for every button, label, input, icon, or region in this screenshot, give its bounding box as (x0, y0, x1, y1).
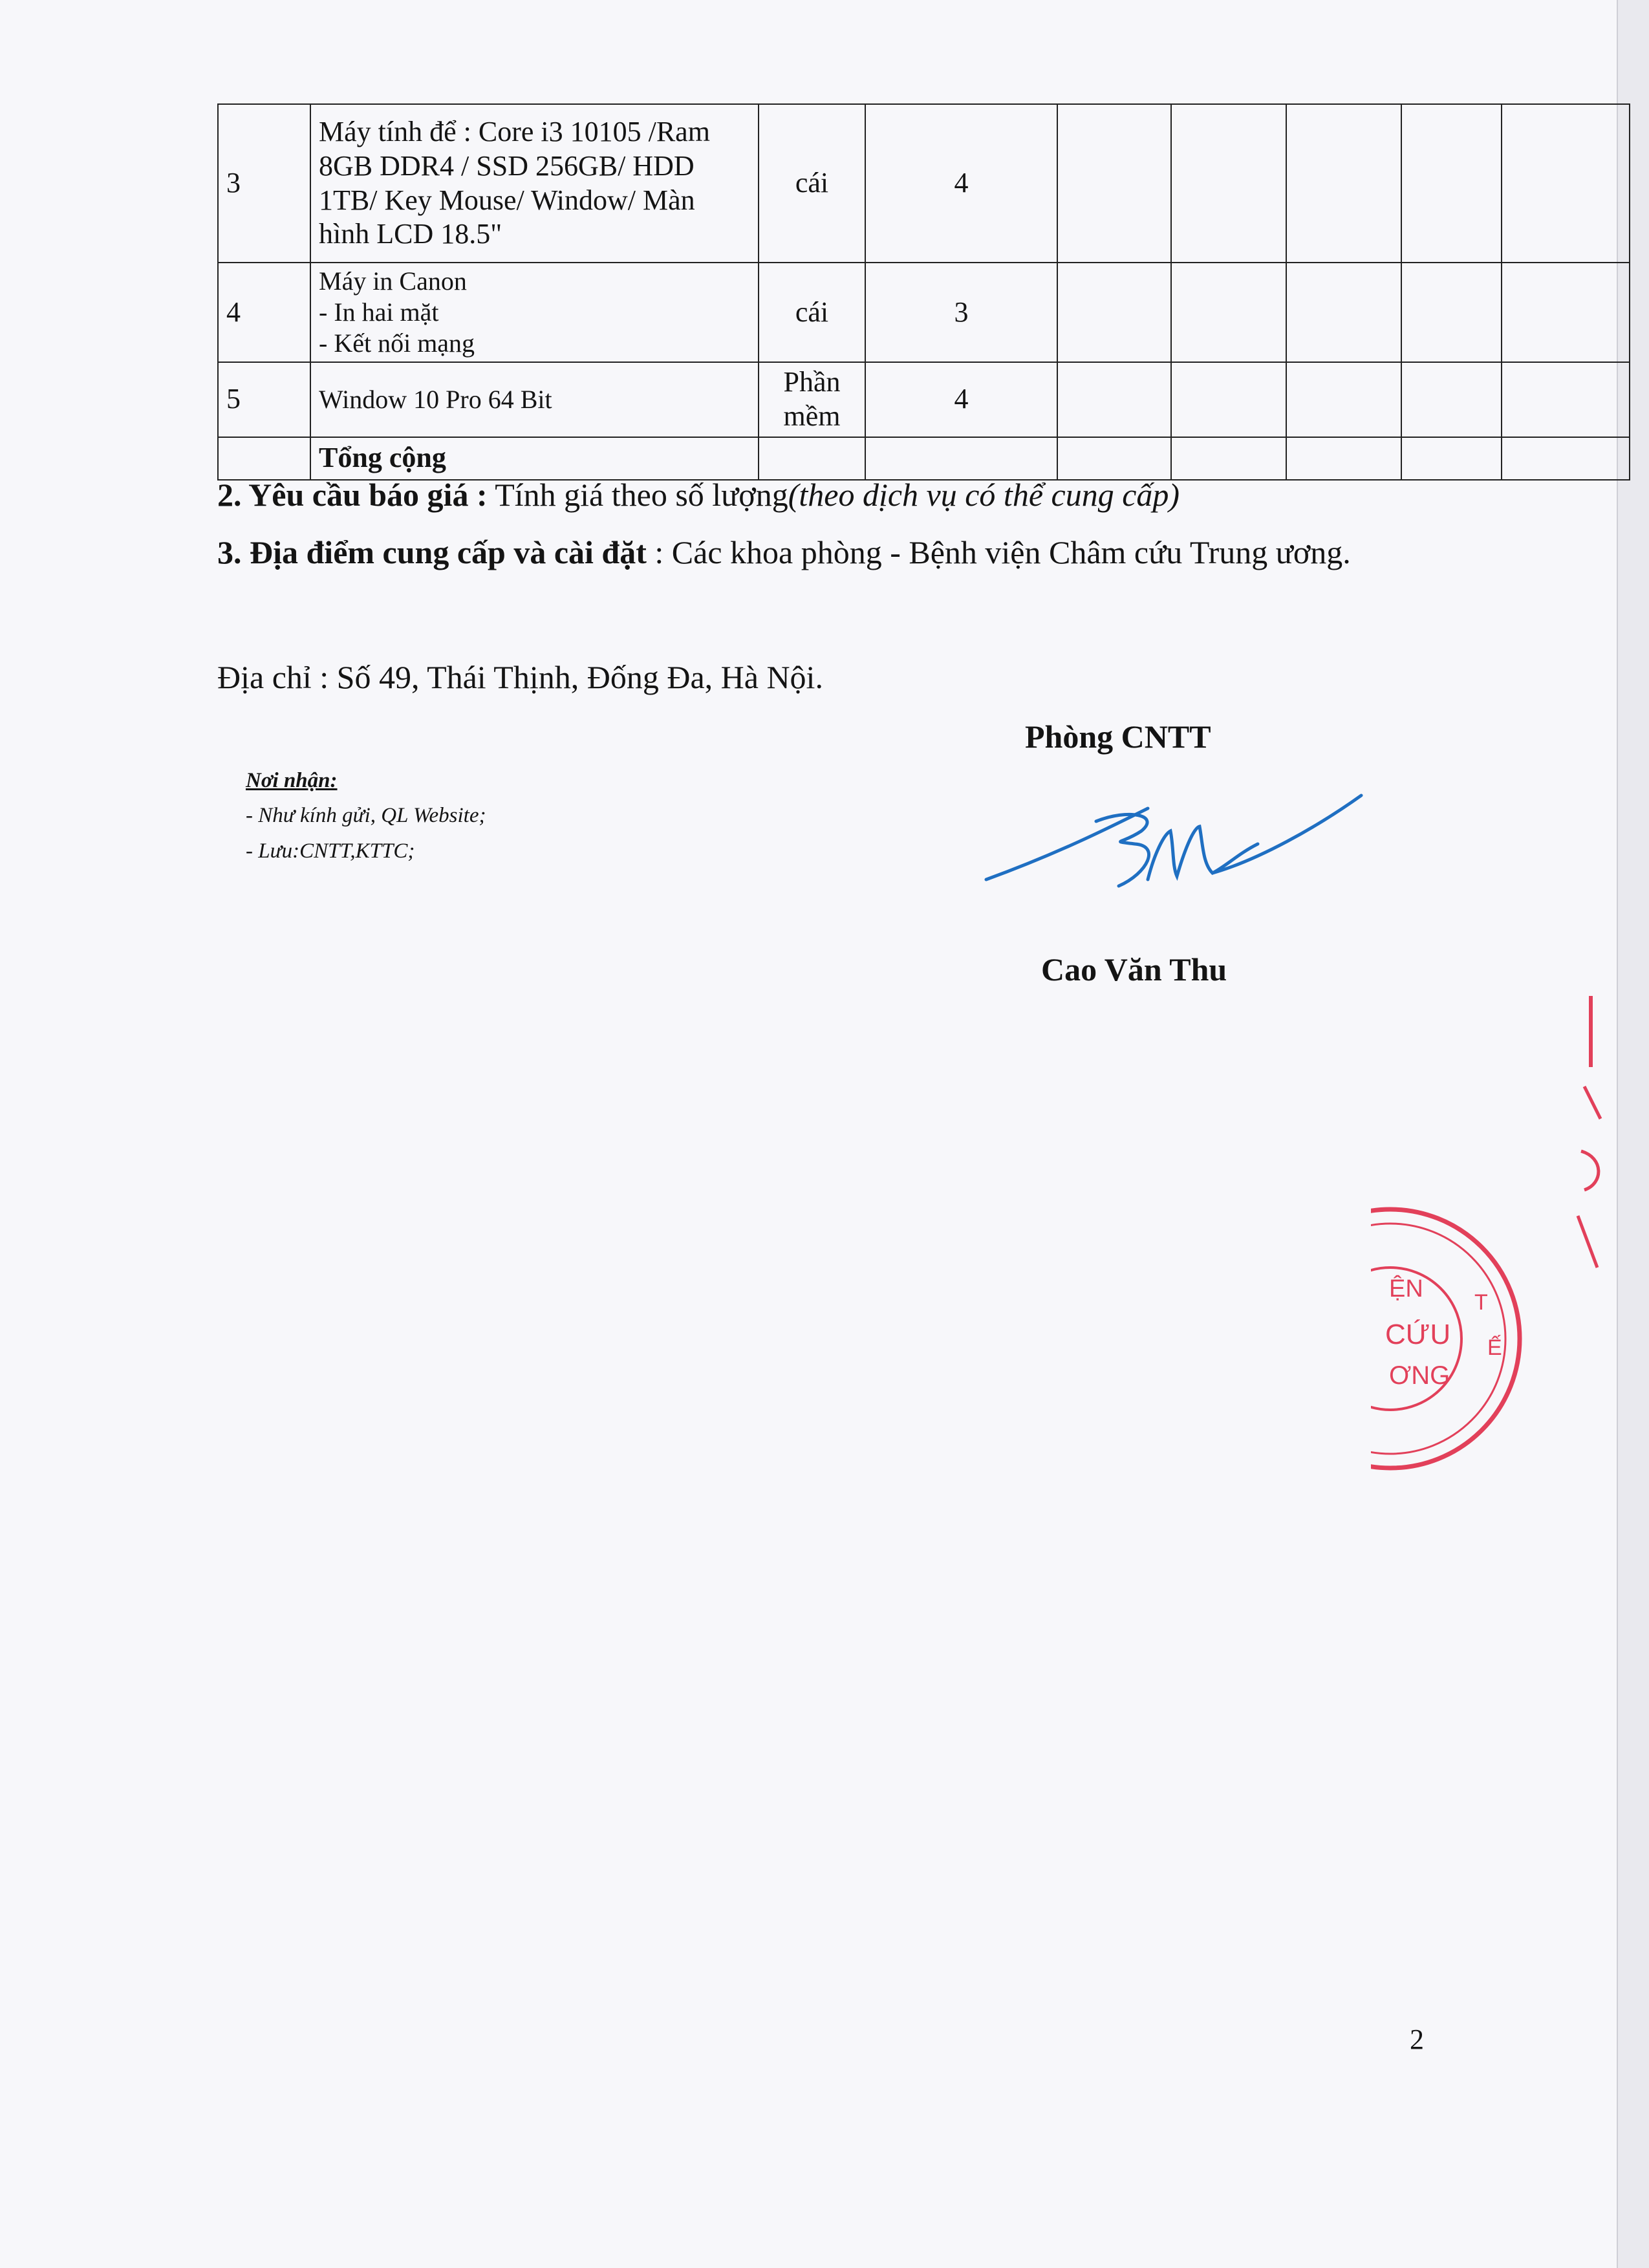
row-description (310, 104, 759, 263)
recipient-item: - Lưu:CNTT,KTTC; (246, 839, 415, 863)
equipment-table (217, 103, 1630, 481)
recipients-heading: Nơi nhận: (246, 769, 338, 792)
signer-department: Phòng CNTT (1025, 718, 1211, 755)
red-stamp (1371, 1190, 1533, 1487)
section3-label: 3. Địa điểm cung cấp và cài đặt (217, 534, 647, 570)
row-stt: 3 (218, 104, 310, 263)
unit-line: Phần (783, 366, 841, 398)
description-line: Máy in Canon (319, 266, 467, 296)
row-stt: 4 (218, 263, 310, 362)
stamp-fragment-on-back-page (1565, 989, 1610, 1300)
empty-cell (1401, 362, 1502, 437)
row-unit: cái (759, 104, 865, 263)
table-row (218, 104, 1630, 263)
stamp-text: CỨU (1385, 1319, 1451, 1350)
empty-cell (1057, 263, 1171, 362)
description-line: Máy tính để : Core i3 10105 /Ram (319, 115, 710, 147)
table-row (218, 263, 1630, 362)
page-number: 2 (1410, 2024, 1424, 2055)
empty-cell (1057, 104, 1171, 263)
empty-cell (1171, 263, 1286, 362)
delivery-location (217, 528, 1439, 577)
quotation-requirement (217, 471, 1439, 519)
stamp-text: T (1474, 1290, 1488, 1315)
description-line: hình LCD 18.5" (319, 218, 502, 250)
row-description (310, 263, 759, 362)
total-label: Tổng cộng (310, 437, 759, 480)
empty-cell (1401, 104, 1502, 263)
section2-label: 2. Yêu cầu báo giá : (217, 477, 488, 513)
recipient-item: - Như kính gửi, QL Website; (246, 804, 486, 828)
empty-cell (1286, 362, 1401, 437)
address-line: Địa chỉ : Số 49, Thái Thịnh, Đống Đa, Hà Nội. (217, 659, 823, 695)
section2-text: Tính giá theo số lượng (495, 477, 788, 513)
empty-cell (1171, 104, 1286, 263)
table-row (218, 362, 1630, 437)
empty-cell (1286, 104, 1401, 263)
row-quantity: 3 (865, 263, 1057, 362)
section3-text: : Các khoa phòng - Bệnh viện Châm cứu Trung ương. (654, 534, 1351, 570)
description-line: 1TB/ Key Mouse/ Window/ Màn (319, 184, 695, 216)
row-quantity: 4 (865, 104, 1057, 263)
description-line: - Kết nối mạng (319, 329, 475, 358)
empty-cell (1502, 362, 1630, 437)
description-line: Window 10 Pro 64 Bit (319, 384, 552, 414)
handwritten-signature (980, 783, 1368, 899)
empty-cell (1057, 362, 1171, 437)
row-stt: 5 (218, 362, 310, 437)
section2-italic: (theo dịch vụ có thể cung cấp) (788, 477, 1180, 513)
row-unit: cái (759, 263, 865, 362)
unit-line: mềm (783, 400, 841, 432)
empty-cell (1502, 437, 1630, 480)
stamp-text: ƠNG (1389, 1361, 1450, 1390)
empty-cell (1286, 263, 1401, 362)
empty-cell (1502, 263, 1630, 362)
empty-cell (1171, 362, 1286, 437)
description-line: - In hai mặt (319, 297, 439, 327)
stamp-text: ỆN (1389, 1275, 1423, 1302)
stamp-text: Ế (1487, 1335, 1502, 1360)
empty-cell (1401, 263, 1502, 362)
recipients-block (246, 763, 486, 869)
row-description (310, 362, 759, 437)
row-unit (759, 362, 865, 437)
description-line: 8GB DDR4 / SSD 256GB/ HDD (319, 149, 695, 182)
empty-cell (1502, 104, 1630, 263)
signer-name: Cao Văn Thu (1041, 951, 1227, 988)
row-quantity: 4 (865, 362, 1057, 437)
